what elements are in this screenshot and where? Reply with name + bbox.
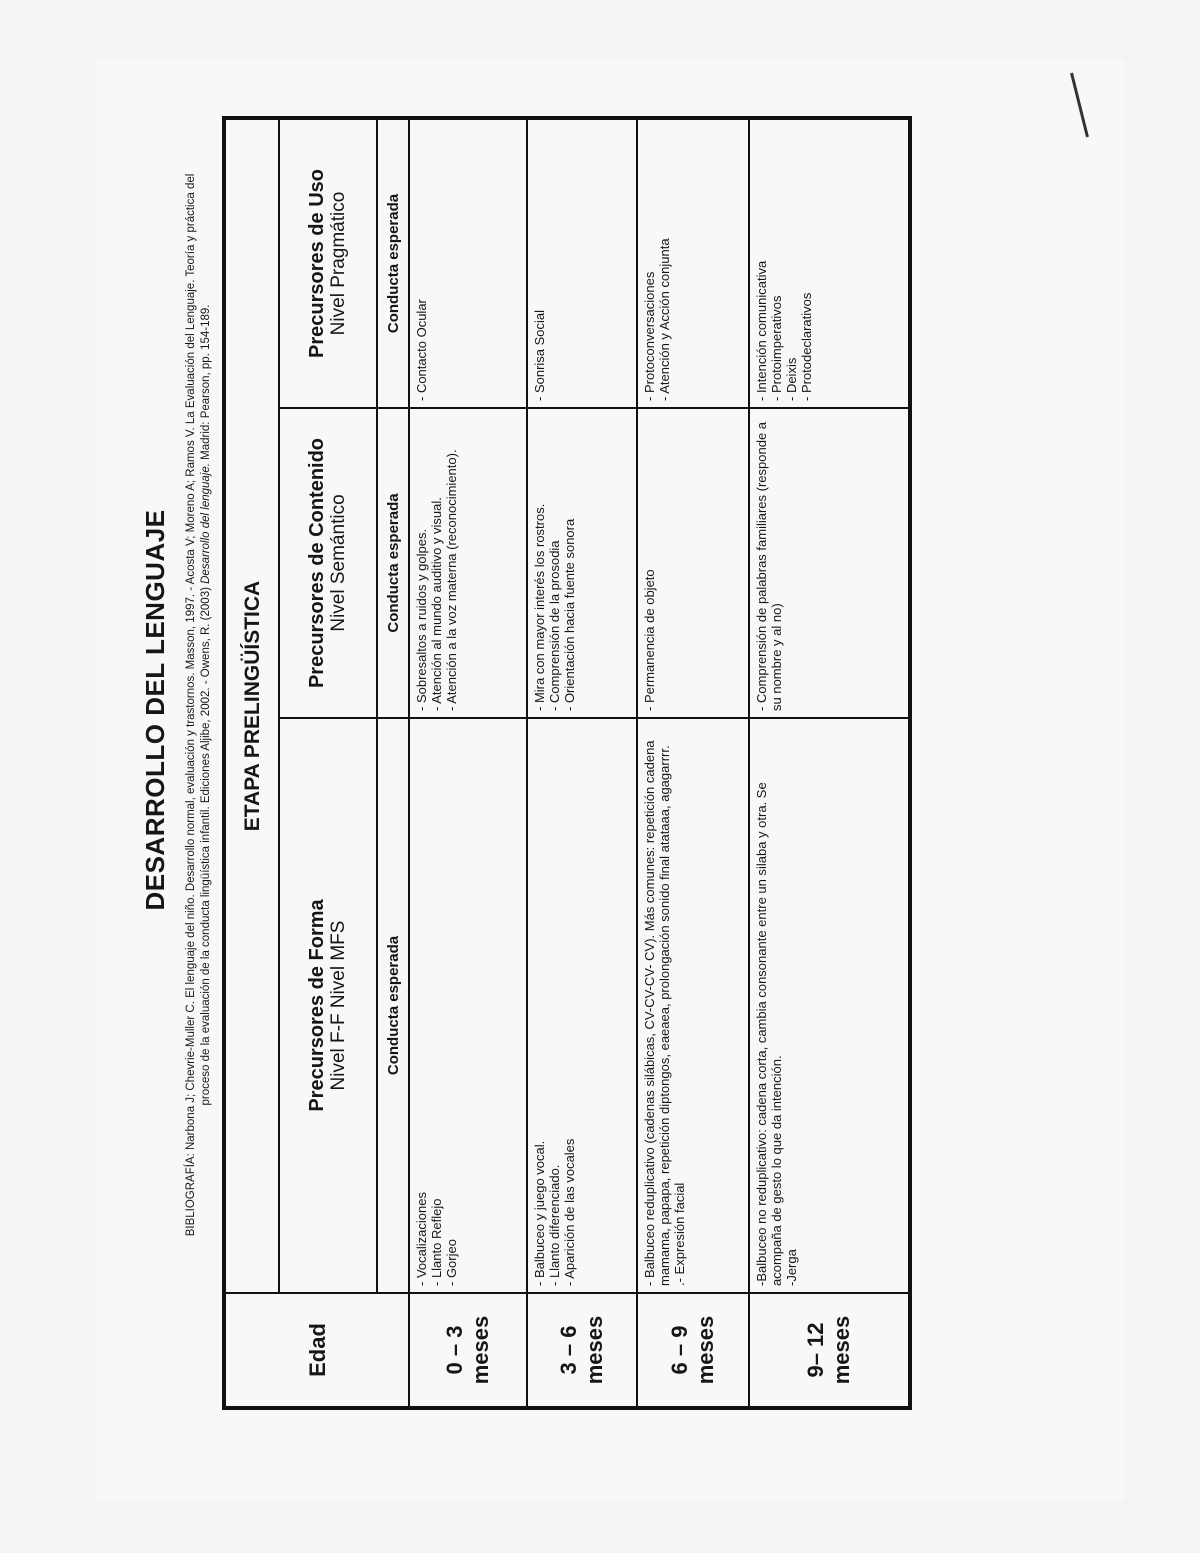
uso-header: Precursores de Uso Nivel Pragmático [279, 118, 377, 408]
table-row [409, 118, 527, 1408]
age-cell: 3 – 6 meses [527, 1293, 637, 1408]
contenido-header: Precursores de Contenido Nivel Semántico [279, 408, 377, 718]
language-development-table [222, 116, 912, 1410]
page-title: DESARROLLO DEL LENGUAJE [140, 509, 170, 911]
table-row [637, 118, 749, 1408]
forma-cell: - Balbuceo y juego vocal. - Llanto diferenciado. - Aparición de las vocales [527, 718, 637, 1293]
bibliography [184, 110, 214, 1300]
age-cell: 6 – 9 meses [637, 1293, 749, 1408]
table-row [527, 118, 637, 1408]
uso-subheader: Conducta esperada [377, 118, 409, 408]
contenido-cell: - Mira con mayor interés los rostros. - Comprensión de la prosodia - Orientación hacia fuente sonora [527, 408, 637, 718]
forma-cell: -Balbuceo no reduplicativo: cadena corta, cambia consonante entre un silaba y otra. Se acompaña de gesto lo que da intención. -Jerga [749, 718, 910, 1293]
forma-subheader: Conducta esperada [377, 718, 409, 1293]
contenido-subheader: Conducta esperada [377, 408, 409, 718]
bibliography-line-1: BIBLIOGRAFÍA: Narbona J; Chevrie-Muller C. El lenguaje del niño. Desarrollo normal, evaluación y trastornos. Masson, 1997. - Acosta V; Moreno A; Ramos V. La Evaluación del Lenguaje. Teoría y práctica del [185, 173, 197, 1237]
stage-header: ETAPA PRELINGÜÍSTICA [224, 118, 279, 1293]
table-row [749, 118, 910, 1408]
contenido-cell: - Comprensión de palabras familiares (responde a su nombre y al no) [749, 408, 910, 718]
forma-cell: - Vocalizaciones - Llanto Reflejo - Gorjeo [409, 718, 527, 1293]
forma-header: Precursores de Forma Nivel F-F Nivel MFS [279, 718, 377, 1293]
uso-cell: - Protoconversaciones - Atención y Acción conjunta [637, 118, 749, 408]
rotated-document [140, 10, 1040, 1410]
uso-cell: - Contacto Ocular [409, 118, 527, 408]
age-header: Edad [224, 1293, 409, 1408]
age-cell: 9– 12 meses [749, 1293, 910, 1408]
bibliography-line-2: proceso de la evaluación de la conducta lingüística infantil. Ediciones Aljibe, 2002. - Owens, R. (2003) Desarrollo del lenguaje. Madrid: Pearson, pp. 154-189. [200, 304, 212, 1106]
forma-cell: - Balbuceo reduplicativo (cadenas silábicas, CV-CV-CV- CV). Más comunes: repetición cadena mamama, papapa, repetición diptongos, eaeaea, prolongación sonido final atataaa, agagarrrr. .- Expresión facial [637, 718, 749, 1293]
contenido-cell: - Sobresaltos a ruidos y golpes. - Atención al mundo auditivo y visual. - Atención a la voz materna (reconocimiento). [409, 408, 527, 718]
contenido-cell: - Permanencia de objeto [637, 408, 749, 718]
age-cell: 0 – 3 meses [409, 1293, 527, 1408]
uso-cell: - Sonrisa Social [527, 118, 637, 408]
uso-cell: - Intención comunicativa - Protoimperativos - Deixis - Protodeclarativos [749, 118, 910, 408]
